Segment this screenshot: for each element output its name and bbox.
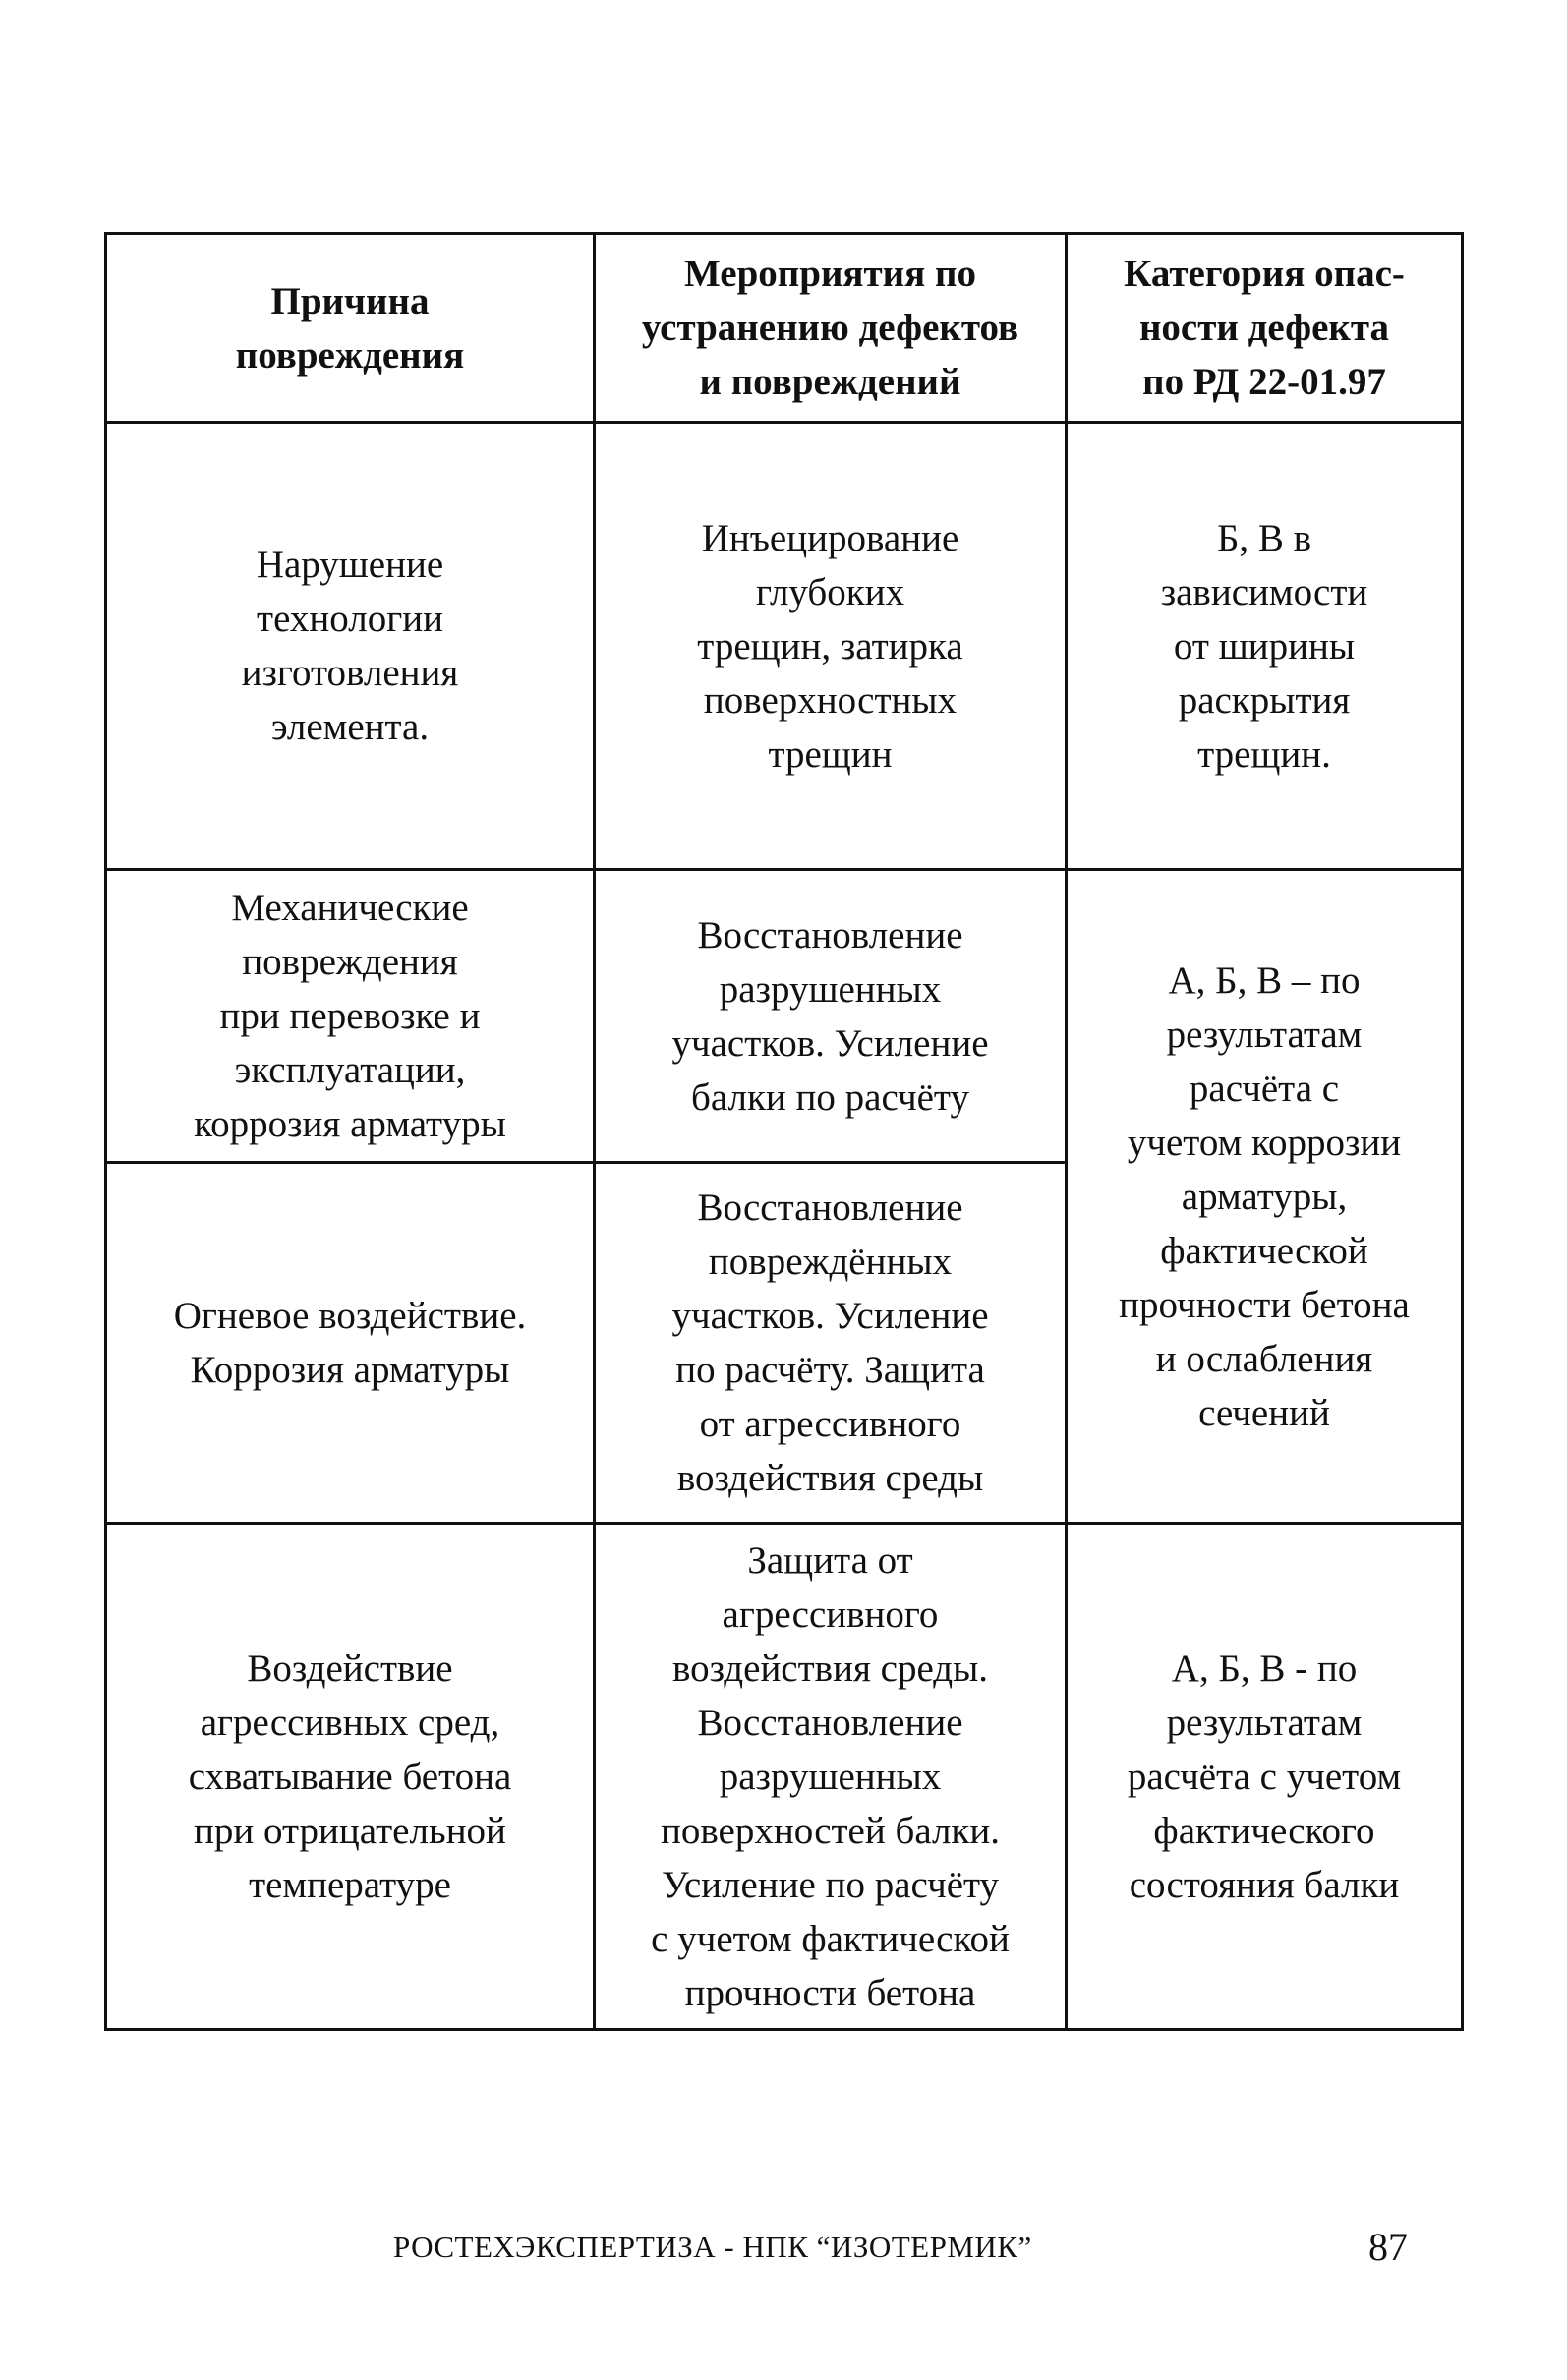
page-footer (0, 2224, 1567, 2273)
page-number: 87 (1368, 2225, 1408, 2269)
header-category: Категория опас- ности дефекта по РД 22-01.97 (1067, 234, 1463, 423)
cell-measures: Восстановление повреждённых участков. Усиление по расчёту. Защита от агрессивного воздействия среды (595, 1163, 1067, 1524)
cell-cause: Механические повреждения при перевозке и эксплуатации, коррозия арматуры (106, 870, 595, 1163)
cell-cause: Огневое воздействие. Коррозия арматуры (106, 1163, 595, 1524)
cell-cause: Нарушение технологии изготовления элемента. (106, 423, 595, 870)
footer-title: РОСТЕХЭКСПЕРТИЗА - НПК “ИЗОТЕРМИК” (393, 2230, 1032, 2264)
defects-table (104, 232, 1464, 2031)
cell-measures: Защита от агрессивного воздействия среды. Восстановление разрушенных поверхностей балки. Усиление по расчёту с учетом фактической прочности бетона (595, 1524, 1067, 2030)
table-row (106, 870, 1463, 1163)
cell-cause: Воздействие агрессивных сред, схватывание бетона при отрицательной температуре (106, 1524, 595, 2030)
cell-measures: Восстановление разрушенных участков. Усиление балки по расчёту (595, 870, 1067, 1163)
table-row (106, 1524, 1463, 2030)
header-cause: Причина повреждения (106, 234, 595, 423)
header-measures: Мероприятия по устранению дефектов и повреждений (595, 234, 1067, 423)
cell-category: Б, В в зависимости от ширины раскрытия трещин. (1067, 423, 1463, 870)
defects-table-container (104, 232, 1461, 2028)
cell-measures: Инъецирование глубоких трещин, затирка поверхностных трещин (595, 423, 1067, 870)
table-header-row (106, 234, 1463, 423)
table-row (106, 423, 1463, 870)
cell-category-merged: А, Б, В – по результатам расчёта с учетом коррозии арматуры, фактической прочности бетона и ослабления сечений (1067, 870, 1463, 1524)
cell-category: А, Б, В - по результатам расчёта с учетом фактического состояния балки (1067, 1524, 1463, 2030)
